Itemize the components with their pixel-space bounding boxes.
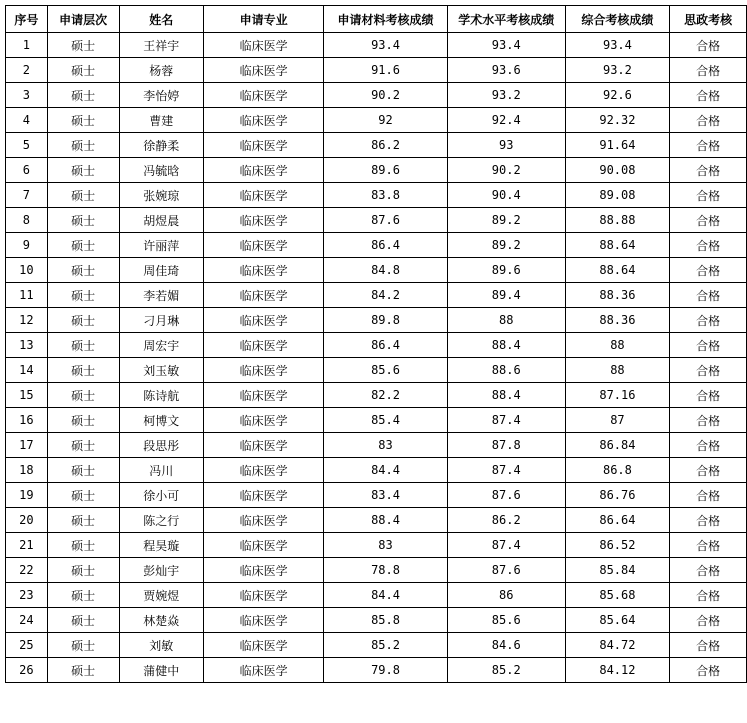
level-cell: 硕士 bbox=[47, 383, 119, 408]
table-row bbox=[6, 558, 747, 583]
material-score-cell: 82.2 bbox=[324, 383, 448, 408]
seq-cell: 21 bbox=[6, 533, 48, 558]
academic-score-cell: 88.4 bbox=[447, 333, 565, 358]
academic-score-cell: 93.4 bbox=[447, 33, 565, 58]
level-cell: 硕士 bbox=[47, 508, 119, 533]
academic-score-cell: 88.4 bbox=[447, 383, 565, 408]
political-review-cell: 合格 bbox=[670, 608, 747, 633]
political-review-cell: 合格 bbox=[670, 408, 747, 433]
seq-cell: 22 bbox=[6, 558, 48, 583]
material-score-cell: 93.4 bbox=[324, 33, 448, 58]
table-row bbox=[6, 658, 747, 683]
political-review-cell: 合格 bbox=[670, 58, 747, 83]
seq-header: 序号 bbox=[6, 6, 48, 33]
major-cell: 临床医学 bbox=[203, 333, 323, 358]
name-cell: 贾婉煜 bbox=[119, 583, 203, 608]
political-review-cell: 合格 bbox=[670, 183, 747, 208]
political-review-cell: 合格 bbox=[670, 133, 747, 158]
table-row bbox=[6, 258, 747, 283]
political-review-cell: 合格 bbox=[670, 458, 747, 483]
material-score-cell: 91.6 bbox=[324, 58, 448, 83]
material-score-cell: 84.8 bbox=[324, 258, 448, 283]
academic-score-cell: 90.2 bbox=[447, 158, 565, 183]
academic-score-cell: 85.6 bbox=[447, 608, 565, 633]
name-cell: 柯博文 bbox=[119, 408, 203, 433]
table-row bbox=[6, 33, 747, 58]
level-cell: 硕士 bbox=[47, 483, 119, 508]
material-score-cell: 86.4 bbox=[324, 233, 448, 258]
material-score-cell: 78.8 bbox=[324, 558, 448, 583]
overall-score-cell: 88 bbox=[565, 333, 670, 358]
major-cell: 临床医学 bbox=[203, 408, 323, 433]
academic-score-cell: 89.2 bbox=[447, 233, 565, 258]
table-row bbox=[6, 233, 747, 258]
table-row bbox=[6, 458, 747, 483]
major-cell: 临床医学 bbox=[203, 508, 323, 533]
name-cell: 蒲健中 bbox=[119, 658, 203, 683]
level-header: 申请层次 bbox=[47, 6, 119, 33]
seq-cell: 12 bbox=[6, 308, 48, 333]
material-score-cell: 92 bbox=[324, 108, 448, 133]
material-score-cell: 85.2 bbox=[324, 633, 448, 658]
level-cell: 硕士 bbox=[47, 458, 119, 483]
political-review-cell: 合格 bbox=[670, 258, 747, 283]
material-score-cell: 89.8 bbox=[324, 308, 448, 333]
seq-cell: 25 bbox=[6, 633, 48, 658]
table-row bbox=[6, 283, 747, 308]
material-score-cell: 85.4 bbox=[324, 408, 448, 433]
political-review-cell: 合格 bbox=[670, 33, 747, 58]
name-cell: 李怡婷 bbox=[119, 83, 203, 108]
level-cell: 硕士 bbox=[47, 33, 119, 58]
material-score-cell: 86.2 bbox=[324, 133, 448, 158]
level-cell: 硕士 bbox=[47, 633, 119, 658]
major-cell: 临床医学 bbox=[203, 533, 323, 558]
table-row bbox=[6, 608, 747, 633]
major-cell: 临床医学 bbox=[203, 33, 323, 58]
level-cell: 硕士 bbox=[47, 308, 119, 333]
academic-score-cell: 86.2 bbox=[447, 508, 565, 533]
overall-score-cell: 87.16 bbox=[565, 383, 670, 408]
seq-cell: 15 bbox=[6, 383, 48, 408]
academic-score-cell: 89.2 bbox=[447, 208, 565, 233]
level-cell: 硕士 bbox=[47, 333, 119, 358]
material-score-cell: 87.6 bbox=[324, 208, 448, 233]
political-review-cell: 合格 bbox=[670, 558, 747, 583]
seq-cell: 18 bbox=[6, 458, 48, 483]
level-cell: 硕士 bbox=[47, 608, 119, 633]
overall-score-cell: 86.64 bbox=[565, 508, 670, 533]
overall-score-header: 综合考核成绩 bbox=[565, 6, 670, 33]
material-score-cell: 84.4 bbox=[324, 583, 448, 608]
level-cell: 硕士 bbox=[47, 233, 119, 258]
name-cell: 段思彤 bbox=[119, 433, 203, 458]
overall-score-cell: 84.12 bbox=[565, 658, 670, 683]
name-cell: 许丽萍 bbox=[119, 233, 203, 258]
seq-cell: 26 bbox=[6, 658, 48, 683]
level-cell: 硕士 bbox=[47, 583, 119, 608]
table-row bbox=[6, 83, 747, 108]
overall-score-cell: 85.84 bbox=[565, 558, 670, 583]
material-score-cell: 89.6 bbox=[324, 158, 448, 183]
material-score-cell: 79.8 bbox=[324, 658, 448, 683]
name-cell: 林楚焱 bbox=[119, 608, 203, 633]
level-cell: 硕士 bbox=[47, 208, 119, 233]
material-score-cell: 85.8 bbox=[324, 608, 448, 633]
academic-score-cell: 87.8 bbox=[447, 433, 565, 458]
table-row bbox=[6, 533, 747, 558]
table-row bbox=[6, 333, 747, 358]
seq-cell: 7 bbox=[6, 183, 48, 208]
academic-score-cell: 87.6 bbox=[447, 483, 565, 508]
major-cell: 临床医学 bbox=[203, 583, 323, 608]
material-score-cell: 83 bbox=[324, 433, 448, 458]
overall-score-cell: 86.76 bbox=[565, 483, 670, 508]
name-cell: 刘玉敏 bbox=[119, 358, 203, 383]
overall-score-cell: 88.64 bbox=[565, 233, 670, 258]
major-cell: 临床医学 bbox=[203, 358, 323, 383]
overall-score-cell: 88.64 bbox=[565, 258, 670, 283]
overall-score-cell: 89.08 bbox=[565, 183, 670, 208]
academic-score-cell: 85.2 bbox=[447, 658, 565, 683]
overall-score-cell: 84.72 bbox=[565, 633, 670, 658]
political-review-cell: 合格 bbox=[670, 533, 747, 558]
academic-score-header: 学术水平考核成绩 bbox=[447, 6, 565, 33]
level-cell: 硕士 bbox=[47, 408, 119, 433]
overall-score-cell: 92.6 bbox=[565, 83, 670, 108]
political-review-cell: 合格 bbox=[670, 508, 747, 533]
level-cell: 硕士 bbox=[47, 133, 119, 158]
material-score-cell: 83.8 bbox=[324, 183, 448, 208]
level-cell: 硕士 bbox=[47, 83, 119, 108]
name-cell: 曹建 bbox=[119, 108, 203, 133]
overall-score-cell: 86.8 bbox=[565, 458, 670, 483]
overall-score-cell: 88 bbox=[565, 358, 670, 383]
table-row bbox=[6, 508, 747, 533]
name-cell: 刁月琳 bbox=[119, 308, 203, 333]
seq-cell: 4 bbox=[6, 108, 48, 133]
political-review-cell: 合格 bbox=[670, 658, 747, 683]
major-cell: 临床医学 bbox=[203, 383, 323, 408]
overall-score-cell: 88.36 bbox=[565, 283, 670, 308]
political-review-cell: 合格 bbox=[670, 83, 747, 108]
academic-score-cell: 93.2 bbox=[447, 83, 565, 108]
level-cell: 硕士 bbox=[47, 108, 119, 133]
table-row bbox=[6, 158, 747, 183]
seq-cell: 24 bbox=[6, 608, 48, 633]
academic-score-cell: 90.4 bbox=[447, 183, 565, 208]
name-cell: 周佳琦 bbox=[119, 258, 203, 283]
material-score-cell: 83 bbox=[324, 533, 448, 558]
major-cell: 临床医学 bbox=[203, 83, 323, 108]
material-score-cell: 88.4 bbox=[324, 508, 448, 533]
name-cell: 程昊璇 bbox=[119, 533, 203, 558]
academic-score-cell: 86 bbox=[447, 583, 565, 608]
political-review-cell: 合格 bbox=[670, 283, 747, 308]
table-row bbox=[6, 633, 747, 658]
seq-cell: 5 bbox=[6, 133, 48, 158]
level-cell: 硕士 bbox=[47, 283, 119, 308]
overall-score-cell: 92.32 bbox=[565, 108, 670, 133]
political-review-cell: 合格 bbox=[670, 633, 747, 658]
name-header: 姓名 bbox=[119, 6, 203, 33]
major-cell: 临床医学 bbox=[203, 108, 323, 133]
political-review-cell: 合格 bbox=[670, 583, 747, 608]
level-cell: 硕士 bbox=[47, 158, 119, 183]
level-cell: 硕士 bbox=[47, 183, 119, 208]
major-header: 申请专业 bbox=[203, 6, 323, 33]
header-row bbox=[6, 6, 747, 33]
political-review-cell: 合格 bbox=[670, 358, 747, 383]
name-cell: 彭灿宇 bbox=[119, 558, 203, 583]
table-row bbox=[6, 183, 747, 208]
overall-score-cell: 88.88 bbox=[565, 208, 670, 233]
political-review-cell: 合格 bbox=[670, 233, 747, 258]
overall-score-cell: 86.52 bbox=[565, 533, 670, 558]
academic-score-cell: 87.4 bbox=[447, 533, 565, 558]
table-body bbox=[6, 33, 747, 683]
name-cell: 陈诗航 bbox=[119, 383, 203, 408]
name-cell: 杨蓉 bbox=[119, 58, 203, 83]
academic-score-cell: 89.6 bbox=[447, 258, 565, 283]
seq-cell: 16 bbox=[6, 408, 48, 433]
political-review-cell: 合格 bbox=[670, 433, 747, 458]
political-review-cell: 合格 bbox=[670, 108, 747, 133]
seq-cell: 13 bbox=[6, 333, 48, 358]
political-review-cell: 合格 bbox=[670, 483, 747, 508]
level-cell: 硕士 bbox=[47, 558, 119, 583]
major-cell: 临床医学 bbox=[203, 183, 323, 208]
seq-cell: 9 bbox=[6, 233, 48, 258]
name-cell: 徐静柔 bbox=[119, 133, 203, 158]
academic-score-cell: 84.6 bbox=[447, 633, 565, 658]
major-cell: 临床医学 bbox=[203, 258, 323, 283]
major-cell: 临床医学 bbox=[203, 433, 323, 458]
material-score-cell: 85.6 bbox=[324, 358, 448, 383]
major-cell: 临床医学 bbox=[203, 208, 323, 233]
seq-cell: 10 bbox=[6, 258, 48, 283]
table-row bbox=[6, 108, 747, 133]
major-cell: 临床医学 bbox=[203, 58, 323, 83]
seq-cell: 23 bbox=[6, 583, 48, 608]
name-cell: 张婉琼 bbox=[119, 183, 203, 208]
overall-score-cell: 91.64 bbox=[565, 133, 670, 158]
political-review-header: 思政考核 bbox=[670, 6, 747, 33]
seq-cell: 6 bbox=[6, 158, 48, 183]
material-score-cell: 83.4 bbox=[324, 483, 448, 508]
level-cell: 硕士 bbox=[47, 58, 119, 83]
academic-score-cell: 93 bbox=[447, 133, 565, 158]
overall-score-cell: 87 bbox=[565, 408, 670, 433]
major-cell: 临床医学 bbox=[203, 658, 323, 683]
academic-score-cell: 87.4 bbox=[447, 408, 565, 433]
table-row bbox=[6, 583, 747, 608]
level-cell: 硕士 bbox=[47, 533, 119, 558]
overall-score-cell: 93.2 bbox=[565, 58, 670, 83]
seq-cell: 20 bbox=[6, 508, 48, 533]
academic-score-cell: 93.6 bbox=[447, 58, 565, 83]
table-row bbox=[6, 133, 747, 158]
major-cell: 临床医学 bbox=[203, 458, 323, 483]
major-cell: 临床医学 bbox=[203, 633, 323, 658]
seq-cell: 14 bbox=[6, 358, 48, 383]
academic-score-cell: 92.4 bbox=[447, 108, 565, 133]
political-review-cell: 合格 bbox=[670, 333, 747, 358]
academic-score-cell: 88 bbox=[447, 308, 565, 333]
name-cell: 冯毓晗 bbox=[119, 158, 203, 183]
table-row bbox=[6, 58, 747, 83]
seq-cell: 1 bbox=[6, 33, 48, 58]
major-cell: 临床医学 bbox=[203, 283, 323, 308]
table-row bbox=[6, 358, 747, 383]
name-cell: 陈之行 bbox=[119, 508, 203, 533]
political-review-cell: 合格 bbox=[670, 308, 747, 333]
table-row bbox=[6, 308, 747, 333]
seq-cell: 3 bbox=[6, 83, 48, 108]
name-cell: 李若媚 bbox=[119, 283, 203, 308]
major-cell: 临床医学 bbox=[203, 233, 323, 258]
level-cell: 硕士 bbox=[47, 433, 119, 458]
academic-score-cell: 87.6 bbox=[447, 558, 565, 583]
level-cell: 硕士 bbox=[47, 258, 119, 283]
major-cell: 临床医学 bbox=[203, 133, 323, 158]
name-cell: 胡煜晨 bbox=[119, 208, 203, 233]
table-row bbox=[6, 433, 747, 458]
overall-score-cell: 88.36 bbox=[565, 308, 670, 333]
overall-score-cell: 85.68 bbox=[565, 583, 670, 608]
seq-cell: 17 bbox=[6, 433, 48, 458]
overall-score-cell: 90.08 bbox=[565, 158, 670, 183]
material-score-header: 申请材料考核成绩 bbox=[324, 6, 448, 33]
major-cell: 临床医学 bbox=[203, 558, 323, 583]
academic-score-cell: 87.4 bbox=[447, 458, 565, 483]
name-cell: 王祥宇 bbox=[119, 33, 203, 58]
major-cell: 临床医学 bbox=[203, 608, 323, 633]
political-review-cell: 合格 bbox=[670, 158, 747, 183]
results-table bbox=[5, 5, 747, 683]
major-cell: 临床医学 bbox=[203, 483, 323, 508]
name-cell: 刘敏 bbox=[119, 633, 203, 658]
material-score-cell: 84.4 bbox=[324, 458, 448, 483]
seq-cell: 8 bbox=[6, 208, 48, 233]
table-row bbox=[6, 408, 747, 433]
overall-score-cell: 85.64 bbox=[565, 608, 670, 633]
major-cell: 临床医学 bbox=[203, 308, 323, 333]
seq-cell: 19 bbox=[6, 483, 48, 508]
name-cell: 徐小可 bbox=[119, 483, 203, 508]
name-cell: 周宏宇 bbox=[119, 333, 203, 358]
overall-score-cell: 93.4 bbox=[565, 33, 670, 58]
major-cell: 临床医学 bbox=[203, 158, 323, 183]
level-cell: 硕士 bbox=[47, 358, 119, 383]
academic-score-cell: 89.4 bbox=[447, 283, 565, 308]
material-score-cell: 86.4 bbox=[324, 333, 448, 358]
material-score-cell: 90.2 bbox=[324, 83, 448, 108]
seq-cell: 11 bbox=[6, 283, 48, 308]
table-row bbox=[6, 483, 747, 508]
seq-cell: 2 bbox=[6, 58, 48, 83]
table-row bbox=[6, 208, 747, 233]
name-cell: 冯川 bbox=[119, 458, 203, 483]
overall-score-cell: 86.84 bbox=[565, 433, 670, 458]
material-score-cell: 84.2 bbox=[324, 283, 448, 308]
political-review-cell: 合格 bbox=[670, 208, 747, 233]
political-review-cell: 合格 bbox=[670, 383, 747, 408]
level-cell: 硕士 bbox=[47, 658, 119, 683]
academic-score-cell: 88.6 bbox=[447, 358, 565, 383]
table-row bbox=[6, 383, 747, 408]
